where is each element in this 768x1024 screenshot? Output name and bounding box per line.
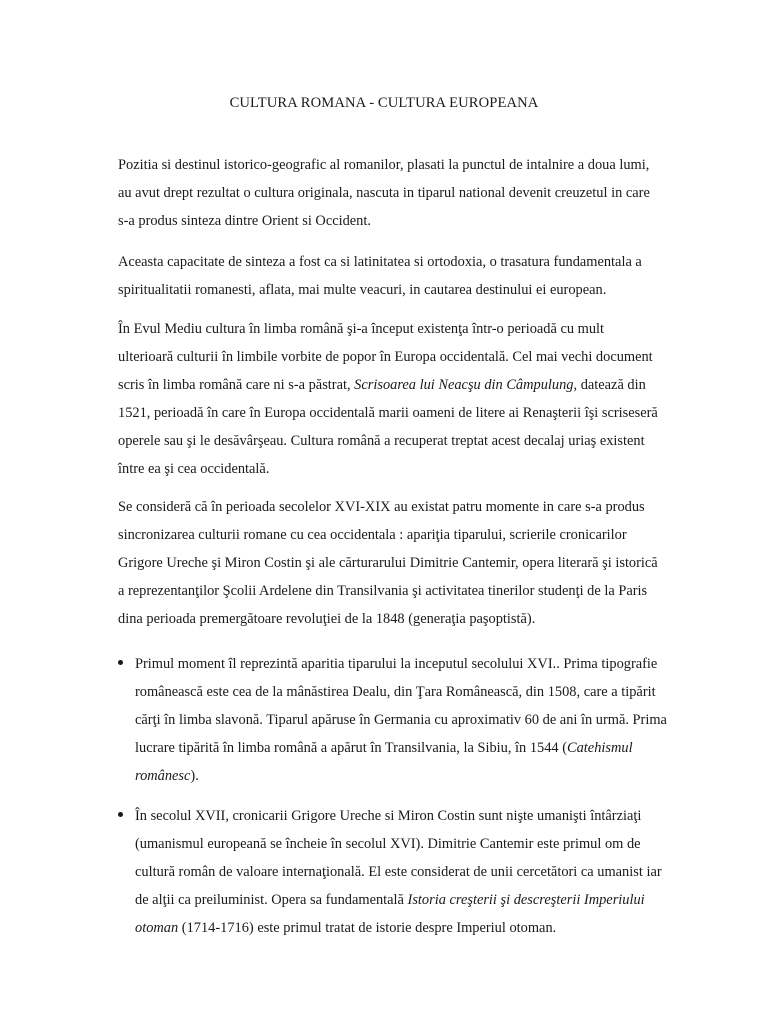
bullet-2-italic-title: Istoria creşterii şi descreşterii Imperiului otoman xyxy=(135,892,645,936)
paragraph-4: Se consideră că în perioada secolelor XVI-XIX au existat patru momente in care s-a produs sincronizarea culturii romane cu cea occidentala : apariţia tiparului, scrierile cronicarilor Grigore Ureche şi Miron Costin şi ale cărturarului Dimitrie Cantemir, opera literară şi istorică a reprezentanţilor Şcolii Ardelene din Transilvania şi activitatea tinerilor studenţi de la Paris dina perioada premergătoare revoluţiei de la 1848 (generaţia paşoptistă). xyxy=(118,499,658,627)
bullet-1-text-start: Primul moment îl reprezintă aparitia tiparului la inceputul secolului XVI.. Prima tipografie românească este cea de la mânăstirea Dealu, din Ţara Românească, din 1508, care a tipărit cărţi în limba slavonă. Tiparul apăruse în Germania cu aproximativ 60 de ani în urmă. Prima lucrare tipărită în limba română a apărut în Transilvania, la Sibiu, în 1544 ( xyxy=(135,656,667,756)
document-title: CULTURA ROMANA - CULTURA EUROPEANA xyxy=(229,95,539,111)
paragraph-2: Aceasta capacitate de sinteza a fost ca si latinitatea si ortodoxia, o trasatura fundamentala a spiritualitatii romanesti, aflata, mai multe veacuri, in cautarea destinului ei european. xyxy=(118,254,642,298)
bullet-dot-icon xyxy=(118,812,123,817)
bullet-2-text-end: (1714-1716) este primul tratat de istorie despre Imperiul otoman. xyxy=(178,920,557,936)
list-item xyxy=(118,650,678,790)
paragraph-3-italic-title: Scrisoarea lui Neacşu din Câmpulung xyxy=(354,377,574,393)
bullet-1-italic-title: Catehismul românesc xyxy=(135,740,633,784)
paragraph-3-text-end: , datează din 1521, perioadă în care în Europa occidentală marii oameni de litere ai Renaşterii îşi scriseseră operele sau şi le desăvârşeau. Cultura română a recuperat treptat acest decalaj uriaş existent între ea şi cea occidentală. xyxy=(118,377,658,477)
bullet-list xyxy=(118,650,678,790)
paragraph-3-text-start: În Evul Mediu cultura în limba română şi-a început existenţa într-o perioadă cu mult ulterioară culturii în limbile vorbite de popor în Europa occidentală. Cel mai vechi document scris în limba română care ni s-a păstrat, xyxy=(118,321,653,393)
list-item xyxy=(118,802,678,942)
paragraph-3 xyxy=(118,315,658,483)
bullet-dot-icon xyxy=(118,660,123,665)
bullet-1-text-end: ). xyxy=(190,768,199,784)
bullet-list xyxy=(118,802,678,942)
paragraph-1: Pozitia si destinul istorico-geografic al romanilor, plasati la punctul de intalnire a doua lumi, au avut drept rezultat o cultura originala, nascuta in tiparul national devenit creuzetul in care s-a produs sinteza dintre Orient si Occident. xyxy=(118,157,650,229)
bullet-2-text-start: În secolul XVII, cronicarii Grigore Ureche si Miron Costin sunt nişte umanişti întârziaţi (umanismul europeană se încheie în secolul XVI). Dimitrie Cantemir este primul om de cultură român de valoare internaţională. El este considerat de unii cercetători ca umanist iar de alţii ca preiluminist. Opera sa fundamentală xyxy=(135,808,662,908)
